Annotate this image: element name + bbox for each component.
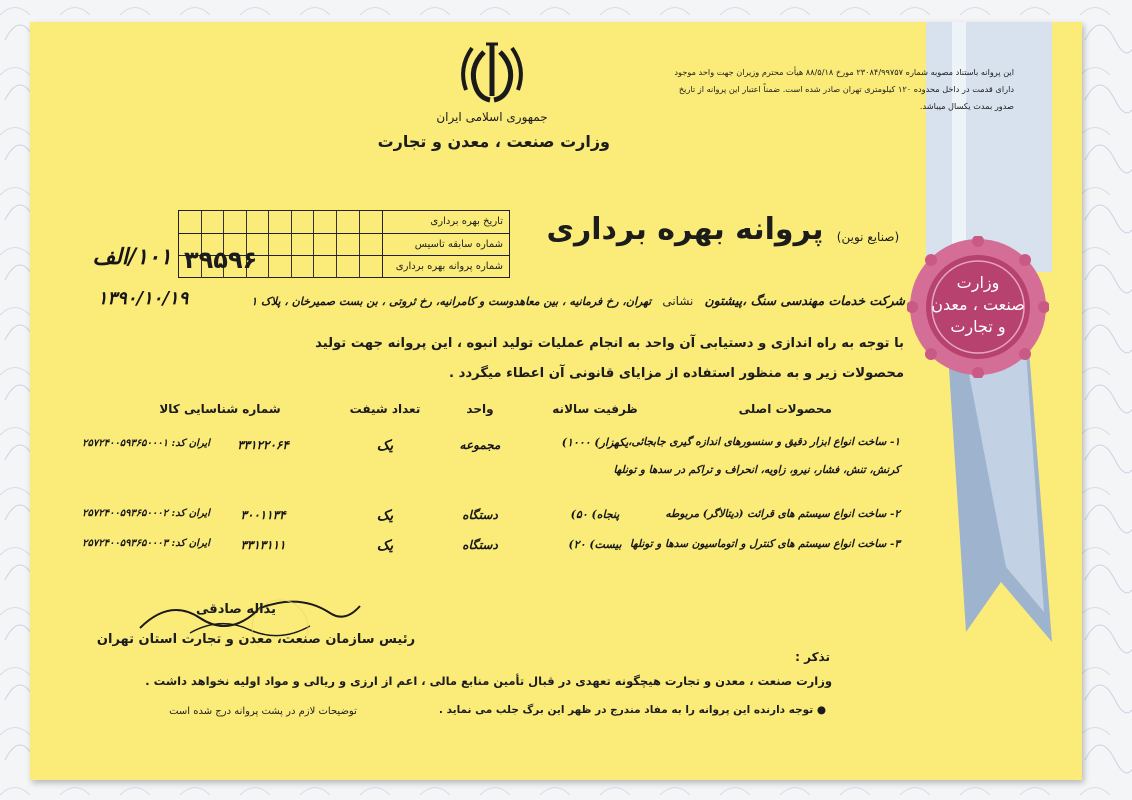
country-name: جمهوری اسلامی ایران (436, 110, 548, 124)
row-2-unit: دستگاه (462, 508, 498, 522)
row-1-product-cont: کرنش، تنش، فشار، نیرو، زاویه، انحراف و تراکم در سدها و تونلها (613, 464, 900, 476)
row-3-iran-code: ایران کد: ۲۵۷۲۴۰۰۵۹۳۶۵۰۰۰۳ (82, 538, 210, 549)
seal-text (907, 272, 1049, 338)
reminder-label: تذکر : (795, 650, 830, 664)
row-3-goods-id: ۳۳۱۳۱۱۱ (240, 538, 286, 552)
row-1-shifts: یک (376, 438, 394, 454)
reminder-text: وزارت صنعت ، معدن و تجارت هیچگونه تعهدی در قبال تأمین منابع مالی ، اعم از ارزی و ریالی و مواد اولیه نخواهد داشت . (145, 674, 832, 688)
registry-row (179, 211, 509, 233)
row-3-unit: دستگاه (462, 538, 498, 552)
row-1-capacity: (۱۰۰۰ (یکهزار (561, 436, 629, 449)
row-2-product: ۲- ساخت انواع سیستم های قرائت (دیتالاگر) مربوطه (665, 508, 900, 520)
back-note: توضیحات لازم در پشت پروانه درج شده است (169, 706, 357, 717)
body-text-line-1: با توجه به راه اندازی و دستیابی آن واحد به انجام عملیات تولید انبوه ، این پروانه جهت تولید (315, 336, 904, 351)
iran-emblem-icon (454, 38, 530, 108)
col-header-unit: واحد (466, 402, 494, 416)
company-address: تهران، رخ فرمانیه ، بین معاهدوست و کامرانیه، رخ ثروتی ، بن بست صمیرخان ، پلاک ۱ (251, 295, 652, 308)
seal-line-3: و تجارت (950, 317, 1006, 336)
registry-label-history: شماره سابقه تاسیس (382, 234, 506, 256)
row-3-shifts: یک (376, 538, 394, 554)
seal-line-1: وزارت (956, 273, 1000, 292)
col-header-capacity: ظرفیت سالانه (552, 402, 638, 416)
row-1-unit: مجموعه (459, 438, 501, 452)
page-title: پروانه بهره برداری (546, 212, 824, 247)
col-header-shifts: تعداد شیفت (349, 402, 421, 416)
body-text-line-2: محصولات زیر و به منظور استفاده از مزایای قانونی آن اعطاء میگردد . (448, 366, 904, 381)
col-header-code: شماره شناسایی کالا (159, 402, 281, 416)
row-2-capacity: (۵۰ (پنجاه (570, 508, 620, 521)
row-2-iran-code: ایران کد: ۲۵۷۲۴۰۰۵۹۳۶۵۰۰۰۲ (82, 508, 210, 519)
header-note-line-3: صدور بمدت یکسال میباشد. (919, 101, 1014, 111)
row-1-iran-code: ایران کد: ۲۵۷۲۴۰۰۵۹۳۶۵۰۰۰۱ (82, 438, 210, 449)
ministry-name: وزارت صنعت ، معدن و تجارت (377, 132, 610, 151)
signatory-name: یداله صادقی (196, 602, 276, 617)
page-subtitle: (صنایع نوین) (836, 230, 900, 244)
row-3-capacity: (۲۰ (بیست (568, 538, 622, 551)
registry-label-permit: شماره پروانه بهره برداری (382, 256, 506, 278)
header-note-line-2: دارای قدمت در داخل محدوده ۱۲۰ کیلومتری تهران صادر شده است. ضمناً اعتبار این پروانه از تاریخ (678, 84, 1014, 94)
issue-date: ۱۳۹۰/۱۰/۱۹ (97, 288, 189, 309)
row-2-shifts: یک (376, 508, 394, 524)
row-1-product: ۱- ساخت انواع ابزار دقیق و سنسورهای اندازه گیری جابجائی، (628, 436, 900, 448)
registry-label-date: تاریخ بهره برداری (382, 211, 506, 233)
row-3-product: ۳- ساخت انواع سیستم های کنترل و اتوماسیون سدها و تونلها (629, 538, 900, 550)
header-note-line-1: این پروانه باستناد مصوبه شماره ۲۳۰۸۴/۹۹۷۵۷ مورخ ۸۸/۵/۱۸ هیأت محترم وزیران جهت واحد موجود (674, 67, 1014, 77)
company-line (205, 290, 905, 318)
address-label: نشانی (662, 294, 694, 308)
seal-line-2: صنعت ، معدن (931, 295, 1025, 314)
row-2-goods-id: ۳۰۰۱۱۳۴ (240, 508, 286, 522)
header-note (624, 64, 1014, 115)
reference-number: ۱۰۱/الف (92, 244, 172, 270)
holder-note: ● توجه دارنده این پروانه را به مفاد مندرج در ظهر این برگ جلب می نماید . (438, 704, 826, 716)
signatory-title: رئیس سازمان صنعت، معدن و تجارت استان تهران (96, 632, 416, 647)
row-1-goods-id: ۳۳۱۲۲۰۶۴ (237, 438, 289, 452)
company-name: شرکت خدمات مهندسی سنگ ،پیشتون (704, 293, 905, 308)
permit-number: ۳۹۵۹۶ (184, 246, 258, 274)
col-header-product: محصولات اصلی (738, 402, 832, 416)
